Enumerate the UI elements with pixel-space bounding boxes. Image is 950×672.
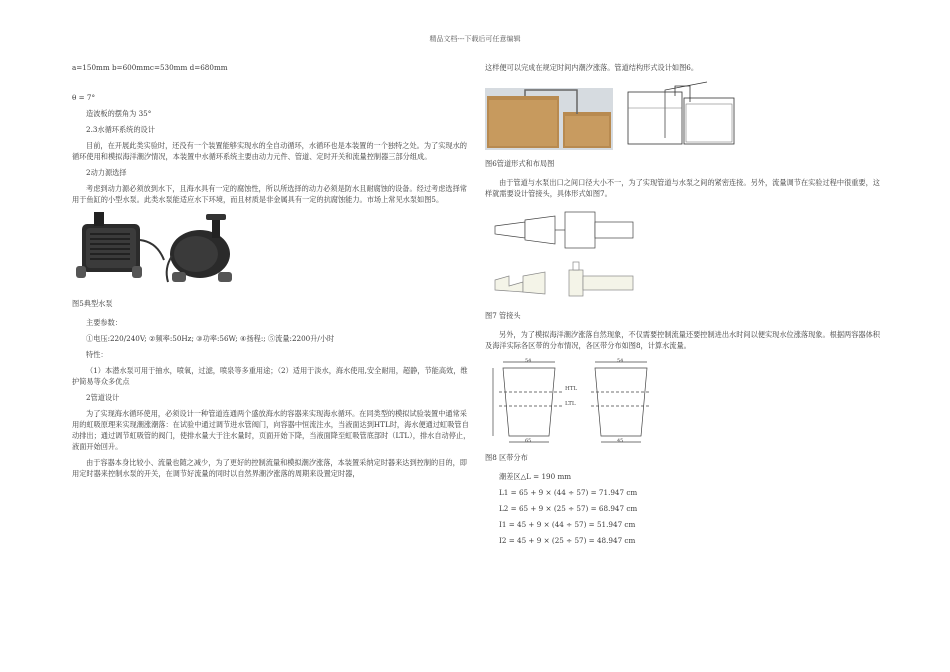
figure-7-caption: 图7 管接头 <box>485 311 521 320</box>
power-paragraph: 考虑到动力源必须放到水下，且海水具有一定的腐蚀性，所以所选择的动力必须是防水且耐腐蚀的设备。经过考虑选择常用于鱼缸的小型水泵。此类水泵能适应水下环境，而且材质是非金属具有一定的抗腐蚀能力。市场上常见水泵如图5。 <box>72 184 467 204</box>
label-top-width: 54 <box>525 358 532 364</box>
figure-5-caption: 图5典型水泵 <box>72 299 113 308</box>
dimension-line: a=150mm b=600mmc=530mm d=680mm <box>72 63 228 72</box>
calc-l1: L1 = 65 + 9 × (44 ÷ 57) = 71.947 cm <box>499 488 638 497</box>
label-top-width-2: 54 <box>617 358 624 364</box>
joint-paragraph: 由于管道与水泵出口之间口径大小不一，为了实现管道与水泵之间的紧密连接。另外，流量调节在实验过程中很重要，这样就需要设计管接头，具体形式如图7。 <box>485 178 880 198</box>
pump-illustration <box>72 210 247 292</box>
feature-line: （1）本潜水泵可用于抽水，喷氧，过滤，喷泉等多重用途；（2）适用于淡水，海水使用,安全耐用，超静，节能高效，维护简易等众多优点 <box>72 366 468 386</box>
zone-paragraph: 另外，为了模拟海洋潮汐涨落自然现象，不仅需要控制流量还要控制进出水时间以便实现水位涨落现象。根据两容器体积及海洋实际各区带的分布情况，各区带分布如图8，计算水流量。 <box>485 330 880 350</box>
figure-6-caption: 图6管道形式和布局图 <box>485 159 555 168</box>
label-htl: HTL <box>565 386 578 392</box>
label-ltl: LTL <box>565 401 576 407</box>
page-header: 精品文档---下载后可任意编辑 <box>429 35 521 43</box>
figure-6-pipe-layout <box>485 78 885 152</box>
calc-i2: I2 = 45 + 9 × (25 ÷ 57) = 48.947 cm <box>499 536 636 545</box>
feature-title: 特性： <box>86 350 108 359</box>
continuation-paragraph: 这样便可以完成在规定时间内潮汐涨落。管道结构形式设计如图6。 <box>485 63 699 72</box>
pipe-joint-illustration <box>485 204 645 304</box>
figure-8-caption: 图8 区带分布 <box>485 453 528 462</box>
wave-angle-line: 造波板的摆角为 35° <box>86 109 152 118</box>
left-column <box>72 62 472 484</box>
params-line: ①电压:220/240V; ②频率:50Hz; ③功率:56W; ④扬程:; ⑤流量:2200升/小时 <box>86 334 335 343</box>
intro-paragraph: 目前，在开展此类实验时，还没有一个装置能够实现水的全自动循环，水循环也是本装置的一个独特之处。为了实现水的循环使用和模拟海洋潮汐情况，本装置中水循环系统主要由动力元件、管道、定时开关和流量控制器三部分组成。 <box>72 141 467 161</box>
pipe-paragraph-2: 由于容器本身比较小、流量也随之减少，为了更好的控制流量和模拟潮汐涨落，本装置采纳定时器来达到控制的目的，即用定时器来控制水泵的开关，在调节好流量的同时以自然界潮汐涨落的周期来设置定时器， <box>72 458 467 478</box>
theta-line: θ = 7° <box>72 93 96 102</box>
figure-5-pumps <box>72 210 472 292</box>
calc-l2: L2 = 65 + 9 × (25 ÷ 57) = 68.947 cm <box>499 504 638 513</box>
section-heading-power: 2动力源选择 <box>86 168 127 177</box>
calc-zone: 潮差区△L = 190 mm <box>499 472 572 481</box>
figure-8-zone-distribution <box>485 356 885 446</box>
section-heading-2-3: 2.3水循环系统的设计 <box>86 125 155 134</box>
section-heading-pipe: 2管道设计 <box>86 393 120 402</box>
figure-7-pipe-joint <box>485 204 885 304</box>
right-column <box>485 62 885 551</box>
params-title: 主要参数： <box>86 318 122 327</box>
label-bottom-width: 65 <box>525 438 532 444</box>
calc-i1: I1 = 45 + 9 × (44 ÷ 57) = 51.947 cm <box>499 520 636 529</box>
pipe-paragraph: 为了实现海水循环使用，必须设计一种管道连通两个盛放海水的容器来实现海水循环。在同类型的模拟试验装置中通常采用的虹吸原理来实现潮涨潮落：在试验中通过调节进水管阀门，向容器中恒流注水，当液面达到HTL时，海水便通过虹吸管自动排出；通过调节虹吸管的阀门，使排水量大于注水量时，页面开始下降，当液面降至虹吸管底部时（LTL），排水自动停止，液面开始回升。 <box>72 409 471 451</box>
pipe-layout-illustration <box>485 78 750 152</box>
label-bottom-width-2: 45 <box>617 438 624 444</box>
